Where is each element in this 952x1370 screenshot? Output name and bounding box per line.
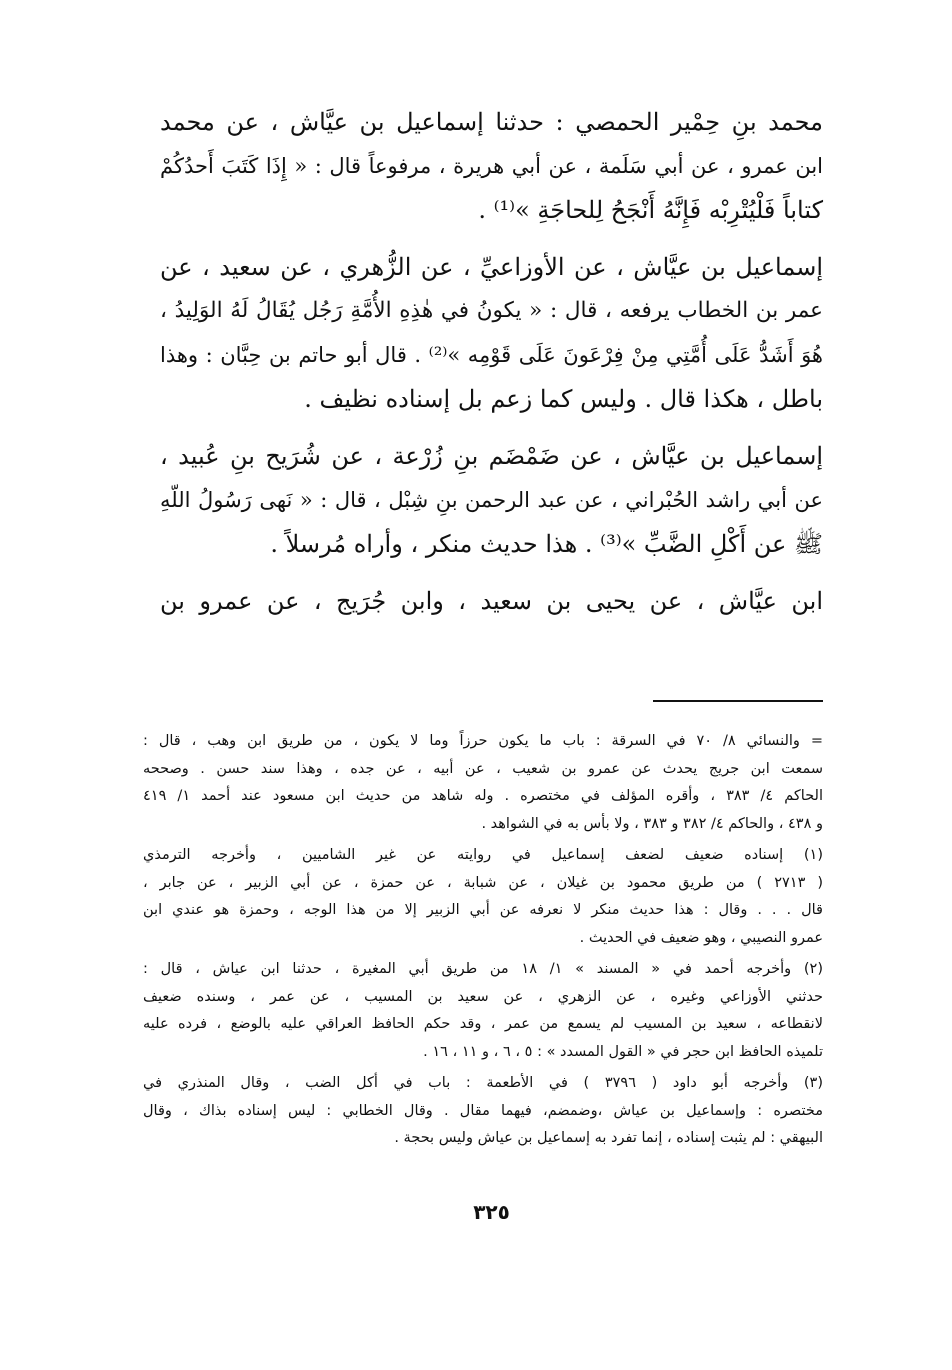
footnote-line: تلميذه الحافظ ابن حجر في « القول المسدد » : ٥ ، ٦ ، و ١١ ، ١٦ . [423, 1043, 823, 1060]
main-text [160, 100, 823, 623]
footnote-line: لانقطاعه ، سعيد بن المسيب لم يسمع من عمر ، وقد حكم الحافظ العراقي عليه بالوضع ، فرده عليه [143, 1016, 823, 1032]
text-line: باطل ، هكذا قال . وليس كما زعم بل إسناده نظيف . [304, 385, 823, 413]
footnote-line: البيهقي : لم يثبت إسناده ، إنما تفرد به إسماعيل بن عياش وليس بحجة . [394, 1130, 823, 1146]
paragraph-4 [160, 579, 823, 623]
footnote-line: عمرو النصيبي ، وهو ضعيف في الحديث . [579, 929, 823, 946]
text-line: ابن عمرو ، عن أبي سَلَمة ، عن أبي هريرة ، مرفوعاً قال : « إِذَا كَتَبَ أَحدُكُمْ [160, 154, 823, 178]
text-line: محمد بنِ حِمْير الحمصي : حدثنا إسماعيل بن عيَّاش ، عن محمد [160, 108, 823, 136]
footnote-2 [143, 956, 823, 1066]
footnote-3 [143, 1070, 823, 1153]
footnote-divider [653, 700, 823, 702]
footnote-1 [143, 842, 823, 952]
text-line: هُوَ أَشَدُّ عَلَى أُمَّتِي مِنْ فِرْعَونَ عَلَى قَوْمِه »⁽²⁾ . قال أبو حاتم بن حِبَّان : وهذا [160, 343, 823, 367]
footnote-line: مختصره : وإسماعيل بن عياش ،وضمضم، فيهما مقال . وقال الخطابي : ليس إسناده بذاك ، وقال [143, 1102, 823, 1119]
footnote-line: ( ٢٧١٣ ) من طريق محمود بن غيلان ، عن شبابة ، عن حمزة ، عن أبي الزبير ، عن جابر ، [143, 874, 823, 891]
footnote-line: حدثني الأوزاعي وغيره ، عن الزهري ، عن سعيد بن المسيب ، عن عمر ، وسنده ضعيف [143, 988, 823, 1005]
text-line: إسماعيل بن عيَّاش ، عن الأوزاعيِّ ، عن الزُّهري ، عن سعيد ، عن [160, 253, 823, 281]
footnote-line: الحاكم ٤/ ٣٨٣ ، وأقره المؤلف في مختصره . وله شاهد من حديث ابن مسعود عند أحمد ١/ ٤١٩ [143, 788, 824, 804]
footnote-line: و ٤٣٨ ، والحاكم ٤/ ٣٨٢ و ٣٨٣ ، ولا بأس به في الشواهد . [481, 815, 823, 832]
paragraph-2 [160, 245, 823, 421]
footnote-line: (٢) وأخرجه أحمد في « المسند » ١/ ١٨ من طريق أبي المغيرة ، حدثنا ابن عياش ، قال : [143, 961, 823, 977]
text-line: عمر بن الخطاب يرفعه ، قال : « يكونُ في هٰذِهِ الأُمَّةِ رَجُل يُقَالُ لَهُ الوَلِيدُ ، [160, 298, 823, 323]
footnote-continuation [143, 728, 823, 838]
paragraph-3 [160, 434, 823, 566]
paragraph-1 [160, 100, 823, 232]
page-number: ٣٢٥ [473, 1200, 510, 1224]
text-line: ابن عيَّاش ، عن يحيى بن سعيد ، وابن جُرَيج ، عن عمرو بن [160, 587, 823, 615]
footnote-line: قال . . . وقال : هذا حديث منكر لا نعرفه عن أبي الزبير إلا من هذا الوجه ، وحمزة هو عندي ابن [143, 902, 823, 918]
footnote-line: سمعت ابن جريج يحدث عن عمرو بن شعيب ، عن أبيه ، عن جده ، وهذا سند حسن . وصححه [143, 760, 823, 777]
footnote-line: = والنسائي ٨/ ٧٠ في السرقة : باب ما يكون حرزاً وما لا يكون ، من طريق ابن وهب ، قال : [143, 733, 824, 749]
text-line: عن أبي راشد الحُبْراني ، عن عبد الرحمن بنِ شِبْل ، قال : « نَهى رَسُولُ اللّهِ [160, 488, 823, 512]
text-line: إسماعيل بن عيَّاش ، عن ضَمْضَم بنِ زُرْعة ، عن شُرَيح بنِ عُبيد ، [160, 442, 823, 470]
footnote-line: (٣) وأخرجه أبو داود ( ٣٧٩٦ ) في الأطعمة : باب في أكل الضب ، وقال المنذري في [143, 1075, 824, 1091]
footnotes [143, 728, 823, 1157]
book-page [143, 100, 824, 1340]
text-line: كتاباً فَلْيُتْرِبْه فَإِنَّهُ أَنْجَحُ لِلحاجَةِ »⁽¹⁾ . [478, 196, 823, 224]
footnote-line: (١) إسناده ضعيف لضعف إسماعيل في روايته عن غير الشاميين ، وأخرجه الترمذي [143, 847, 823, 863]
text-line: ﷺ عن أَكْلِ الضَّبِّ »⁽³⁾ . هذا حديث منكر ، وأراه مُرسلاً . [270, 530, 823, 558]
